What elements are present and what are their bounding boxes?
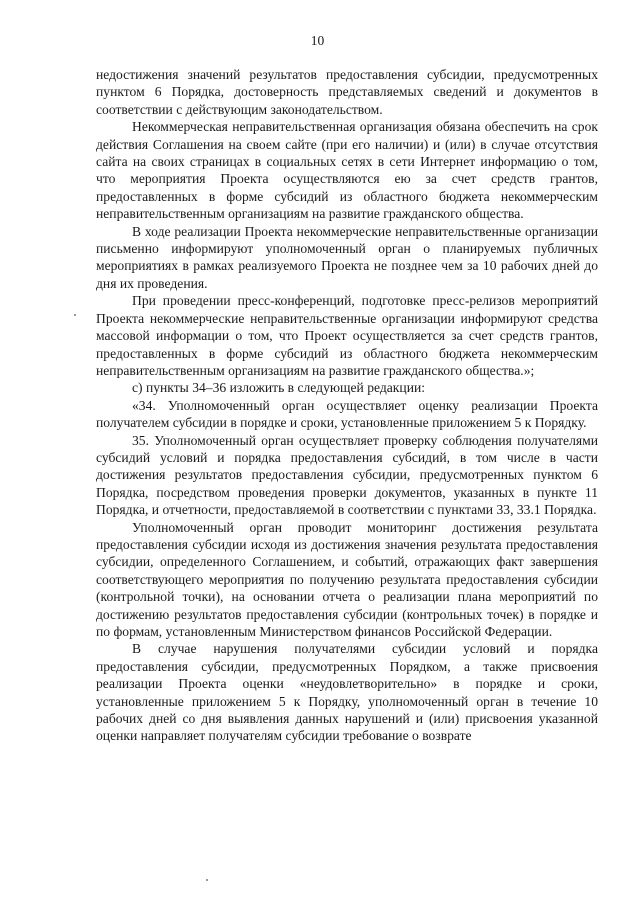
page-number: 10: [310, 33, 325, 48]
scan-speck: [206, 879, 208, 881]
paragraph-amendment-c: с) пункты 34–36 изложить в следующей редакции:: [132, 380, 426, 396]
paragraph-item-34: «34. Уполномоченный орган осуществляет оценку реализации Проекта получателем субсидии в порядке и сроки, установленные приложением 5 к Порядку.: [96, 397, 598, 431]
paragraph-website-obligation: Некоммерческая неправительственная организация обязана обеспечить на срок действия Соглашения на своем сайте (при его наличии) и (или) в случае отсутствия сайта на своих страницах в социальных сетях в сети Интернет информацию о том, что мероприятия Проекта осуществляются ею за счет средств грантов, предоставленных в форме субсидий из областного бюджета некоммерческим неправительственным организациям на развитие гражданского общества.: [96, 119, 598, 222]
paragraph-press: При проведении пресс-конференций, подготовке пресс-релизов мероприятий Проекта некоммерческие неправительственные организации информируют средства массовой информации о том, что Проект осуществляется за счет средств грантов, предоставленных в форме субсидий из областного бюджета некоммерческим неправительственным организациям на развитие гражданского общества.»;: [96, 293, 598, 378]
scan-speck: [74, 314, 76, 316]
paragraph-public-events: В ходе реализации Проекта некоммерческие неправительственные организации письменно информируют уполномоченный орган о планируемых публичных мероприятиях в рамках реализуемого Проекта не позднее чем за 10 рабочих дней до дня их проведения.: [96, 223, 598, 291]
paragraph-continuation: недостижения значений результатов предоставления субсидии, предусмотренных пунктом 6 Порядка, достоверность представляемых сведений и документов в соответствии с действующим законодательством.: [96, 67, 598, 117]
paragraph-violation: В случае нарушения получателями субсидии условий и порядка предоставления субсидии, предусмотренных Порядком, а также присвоения реализации Проекта оценки «неудовлетворительно» в порядке и сроки, установленные приложением 5 к Порядку, уполномоченный орган в течение 10 рабочих дней со дня выявления данных нарушений и (или) присвоения указанной оценки направляет получателям субсидии требование о возврате: [96, 641, 598, 744]
paragraph-monitoring: Уполномоченный орган проводит мониторинг достижения результата предоставления субсидии исходя из достижения значения результата предоставления субсидии, определенного Соглашением, и событий, отражающих факт завершения соответствующего мероприятия по получению результата предоставления субсидии (контрольной точки), на основании отчета о реализации плана мероприятий по достижению результатов предоставления субсидии (контрольных точек) в порядке и по формам, установленным Министерством финансов Российской Федерации.: [96, 519, 598, 639]
document-body: [96, 66, 598, 745]
paragraph-item-35: 35. Уполномоченный орган осуществляет проверку соблюдения получателями субсидий условий и порядка предоставления субсидий, в том числе в части достижения результатов предоставления субсидии, предусмотренных пунктом 6 Порядка, посредством проведения проверки документов, указанных в пункте 11 Порядка, и отчетности, предоставляемой в соответствии с пунктами 33, 33.1 Порядка.: [96, 432, 598, 518]
